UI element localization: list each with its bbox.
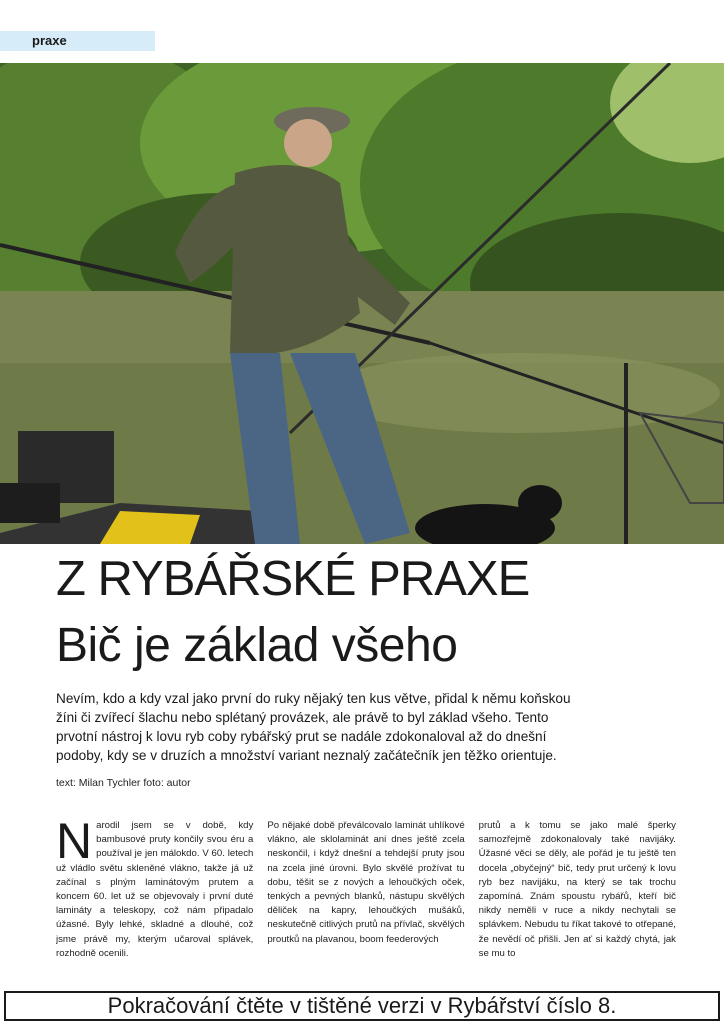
section-label: praxe: [0, 31, 155, 51]
article-subtitle: Bič je základ všeho: [56, 619, 458, 672]
lead-paragraph: Nevím, kdo a kdy vzal jako první do ruky nějaký ten kus větve, přidal k němu koňskou žíni či zvířecí šlachu nebo splétaný provázek, ale právě to byl základ všeho. Tento prvotní nástroj k lovu ryb coby rybářský prut se nadále zdokonaloval až do dnešní podoby, kdy se v druzích a množství variant neznalý začátečník jen těžko orientuje.: [56, 691, 571, 763]
dropcap: N: [56, 819, 93, 869]
column-3: prutů a k tomu se jako malé šperky samozřejmě zdokonalovaly také navijáky. Úžasné věci se děly, ale pořád je tu ještě ten docela „obyčejný“ bič, tedy prut určený k lovu ryb bez navijáku, na který se tak trochu zapomíná. Znám spoustu rybářů, kteří bič nikdy neměli v ruce a nikdy nechytali se splávkem. Nebudu tu říkat takové to otřepané, že nevědí oč přišli. Jen ať si každý chytá, jak se mu to: [478, 820, 676, 959]
continuation-banner: Pokračování čtěte v tištěné verzi v Rybářství číslo 8.: [4, 991, 720, 1021]
column-2: Po nějaké době převálcovalo laminát uhlíkové vlákno, ale sklolaminát ani dnes ještě zcela neskončil, i když dnešní a tehdejší pruty jsou na zcela jiné úrovni. Bylo skvělé prožívat tu dobu, těšit se z nových a lehoučkých oček, tenkých a pevných blanků, nástupu skvělých děliček na kapry, lehoučkých mušáků, neskutečně citlivých prutů na přívlač, skvělých proutků na plavanou, boom feederových: [267, 820, 465, 945]
author-credits: text: Milan Tychler foto: autor: [56, 777, 191, 789]
column-1: [56, 819, 253, 969]
photo-illustration: [0, 63, 724, 544]
column-1-text: arodil jsem se v době, kdy bambusové pruty končily svou éru a používal je jen málokdo. V 60. letech už vládlo světu skleněné vlákno, takže já už začínal s plným laminátovým prutem a koncem 60. let už se objevovaly i první duté lamináty a teleskopy, což nám připadalo úžasné. Byly lehké, skladné a dlouhé, což jsme právě my, kterým učaroval splávek, rozhodně ocenili.: [56, 820, 254, 959]
article-columns: [56, 819, 676, 969]
article-title: Z RYBÁŘSKÉ PRAXE: [56, 552, 530, 606]
fishing-photo: [0, 63, 724, 544]
